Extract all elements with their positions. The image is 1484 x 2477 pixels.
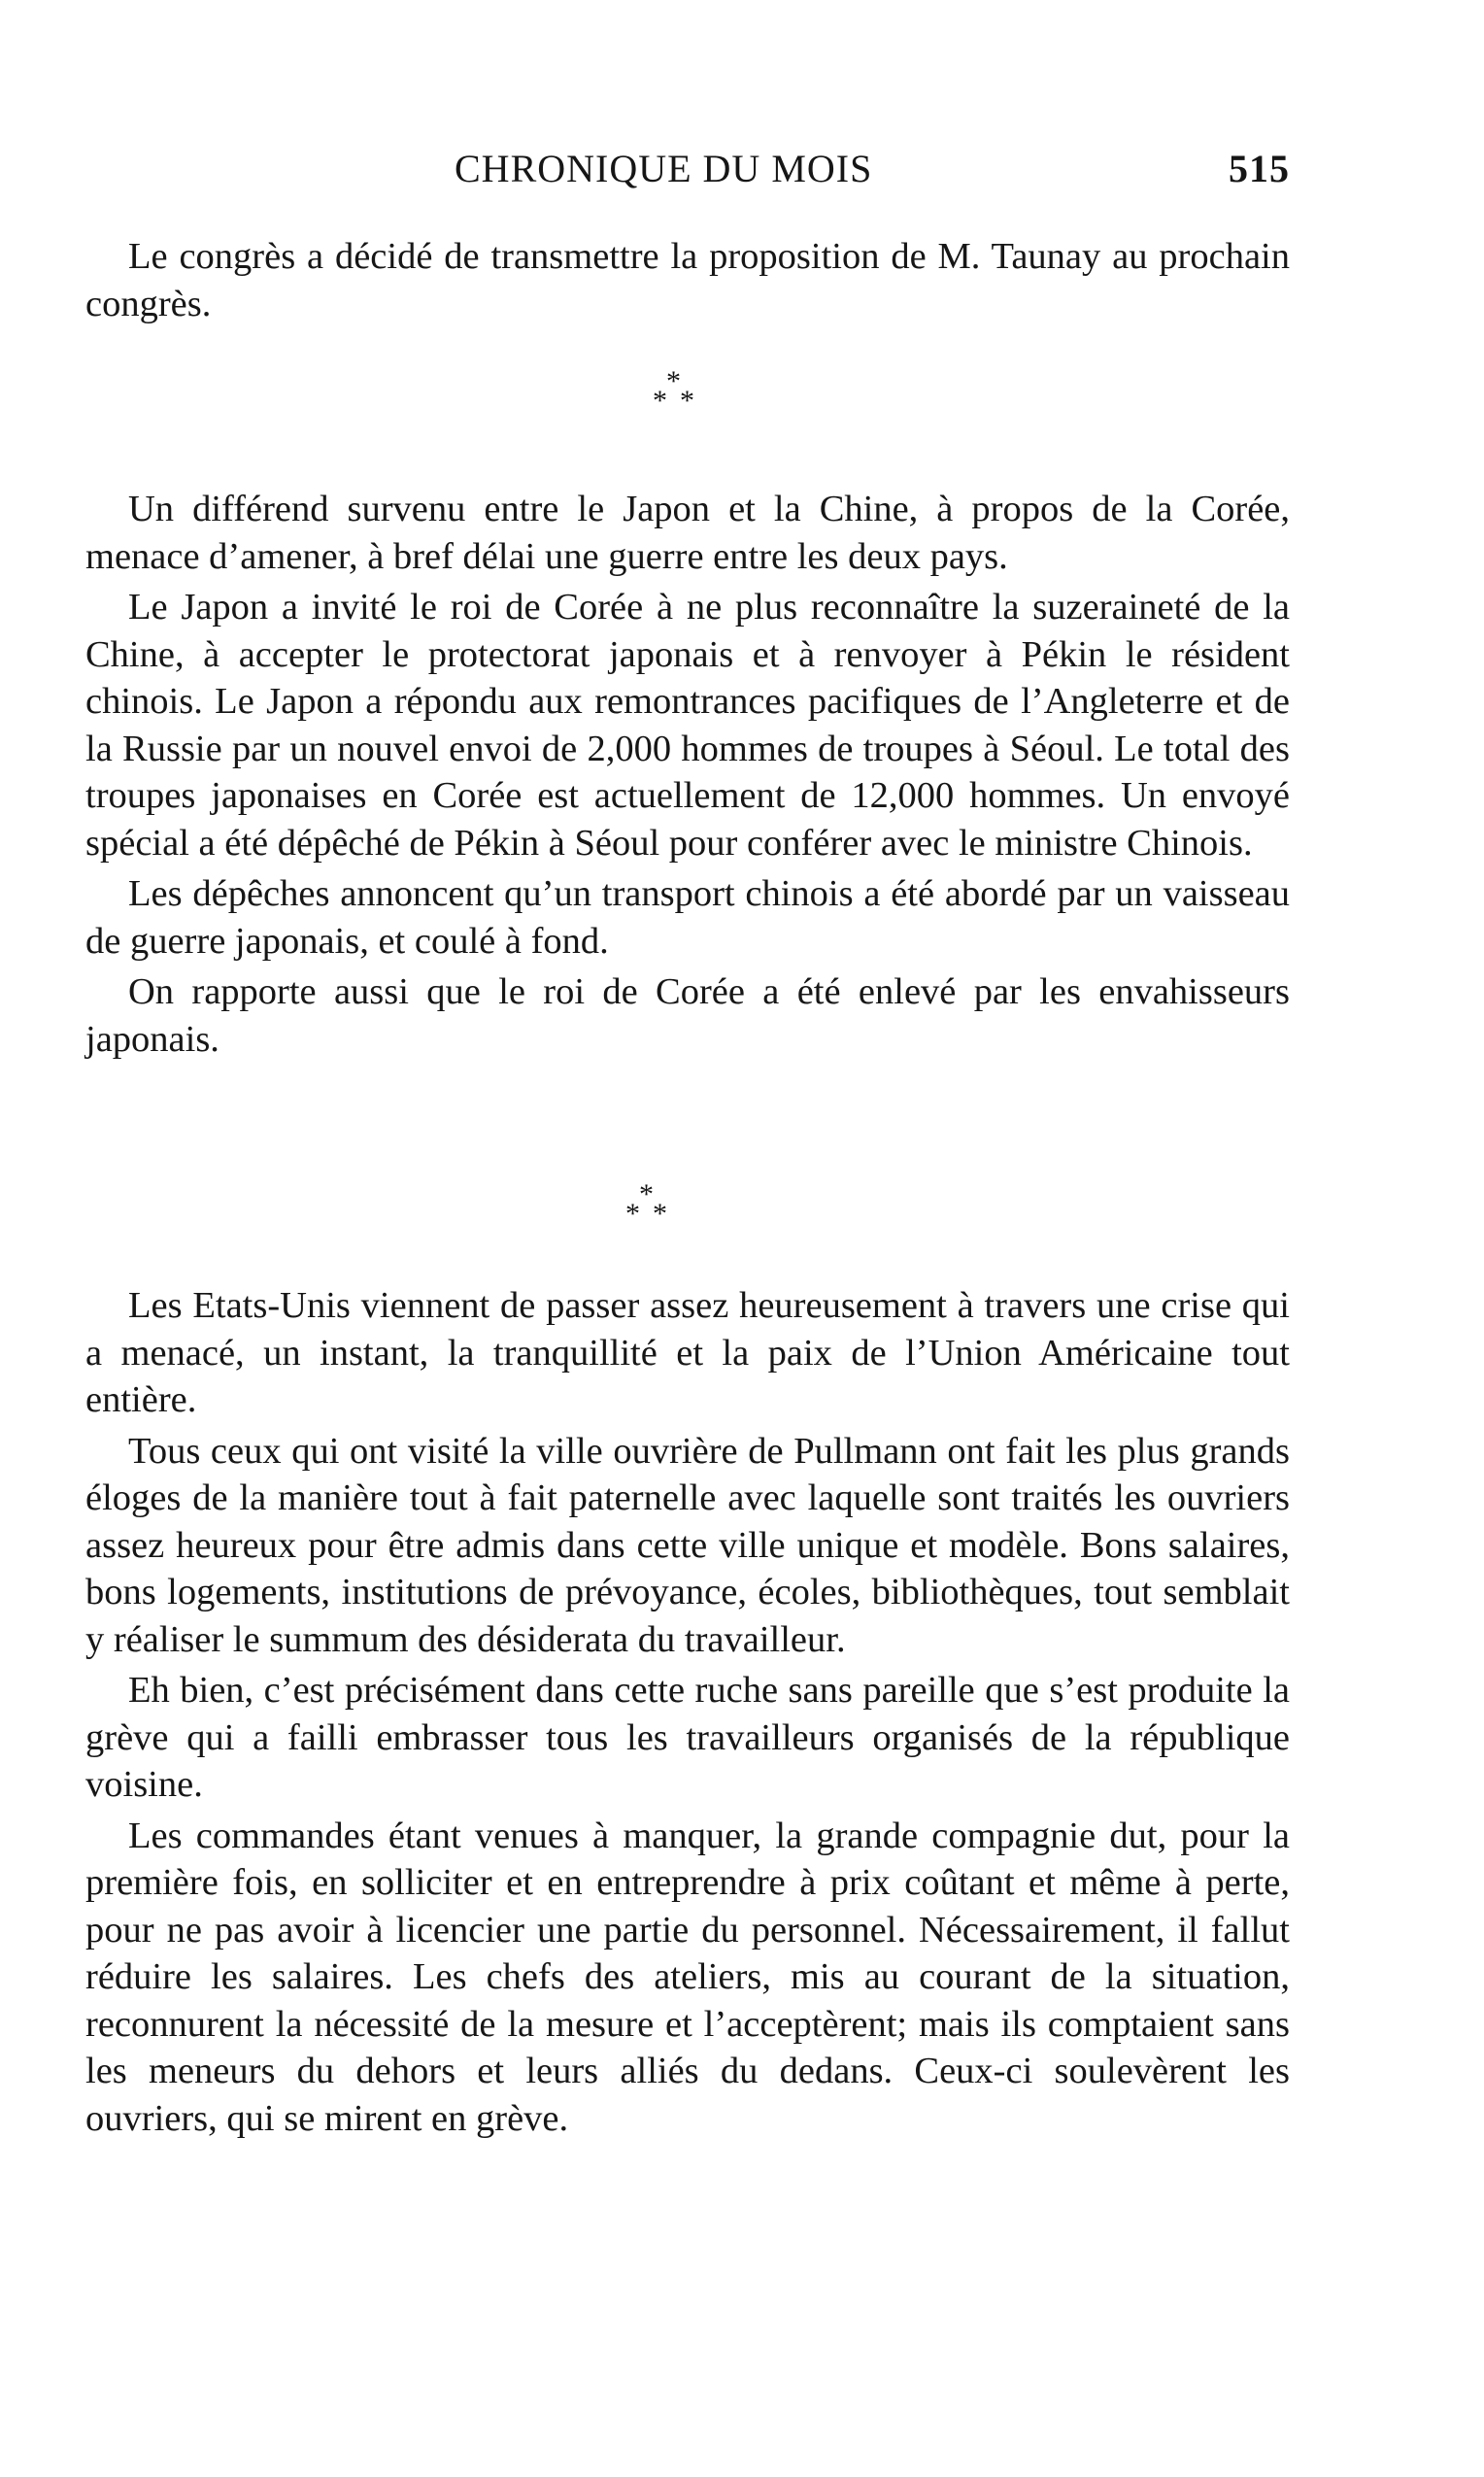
- paragraph: On rapporte aussi que le roi de Corée a été enlevé par les envahisseurs japonais.: [85, 971, 1290, 1060]
- paragraph: Les dépêches annoncent qu’un transport chinois a été abordé par un vaisseau de guerre japonais, et coulé à fond.: [85, 873, 1290, 962]
- paragraph: Les Etats-Unis viennent de passer assez heureusement à travers une crise qui a menacé, un instant, la tranquillité et la paix de l’Union Américaine tout entière.: [85, 1285, 1290, 1420]
- section-congres: [85, 233, 1290, 327]
- asterisk-glyph: *: [653, 385, 667, 417]
- paragraph: Tous ceux qui ont visité la ville ouvrière de Pullmann ont fait les plus grands éloges de la manière tout à fait paternelle avec laquelle sont traités les ouvriers assez heureux pour être admis dans cette ville unique et modèle. Bons salaires, bons logements, institutions de prévoyance, écoles, bibliothèques, tout semblait y réaliser le summum des désiderata du travailleur.: [85, 1430, 1290, 1660]
- paragraph: Les commandes étant venues à manquer, la grande compagnie dut, pour la première fois, en solliciter et en entreprendre à prix coûtant et même à perte, pour ne pas avoir à licencier une partie du personnel. Nécessairement, il fallut réduire les salaires. Les chefs des ateliers, mis au courant de la situation, reconnurent la nécessité de la mesure et l’acceptèrent; mais ils comptaient sans les meneurs du dehors et leurs alliés du dedans. Ceux-ci soulevèrent les ouvriers, qui se mirent en grève.: [85, 1815, 1290, 2139]
- running-head: [85, 146, 1290, 204]
- page-number: 515: [1229, 147, 1290, 190]
- section-japon-chine: [85, 486, 1290, 1063]
- paragraph: Le congrès a décidé de transmettre la proposition de M. Taunay au prochain congrès.: [85, 236, 1290, 324]
- running-title: CHRONIQUE DU MOIS: [455, 147, 873, 190]
- paragraph: Eh bien, c’est précisément dans cette ruche sans pareille que s’est produite la grève qui a failli embrasser tous les travailleurs organisés de la république voisine.: [85, 1670, 1290, 1805]
- paragraph: Le Japon a invité le roi de Corée à ne plus reconnaître la suzeraineté de la Chine, à accepter le protectorat japonais et à renvoyer à Pékin le résident chinois. Le Japon a répondu aux remontrances pacifiques de l’Angleterre et de la Russie par un nouvel envoi de 2,000 hommes de troupes à Séoul. Le total des troupes japonaises en Corée est actuellement de 12,000 hommes. Un envoyé spécial a été dépêché de Pékin à Séoul pour conférer avec le ministre Chinois.: [85, 587, 1290, 864]
- asterisk-glyph: *: [680, 385, 694, 417]
- asterisk-glyph: *: [666, 365, 681, 397]
- asterisk-glyph: *: [639, 1178, 654, 1210]
- asterisk-glyph: *: [625, 1198, 640, 1230]
- section-etats-unis: [85, 1282, 1290, 2142]
- asterism-separator: [649, 367, 707, 425]
- asterisk-glyph: *: [653, 1198, 667, 1230]
- paragraph: Un différend survenu entre le Japon et la Chine, à propos de la Corée, menace d’amener, à bref délai une guerre entre les deux pays.: [85, 489, 1290, 577]
- asterism-separator: [622, 1180, 680, 1238]
